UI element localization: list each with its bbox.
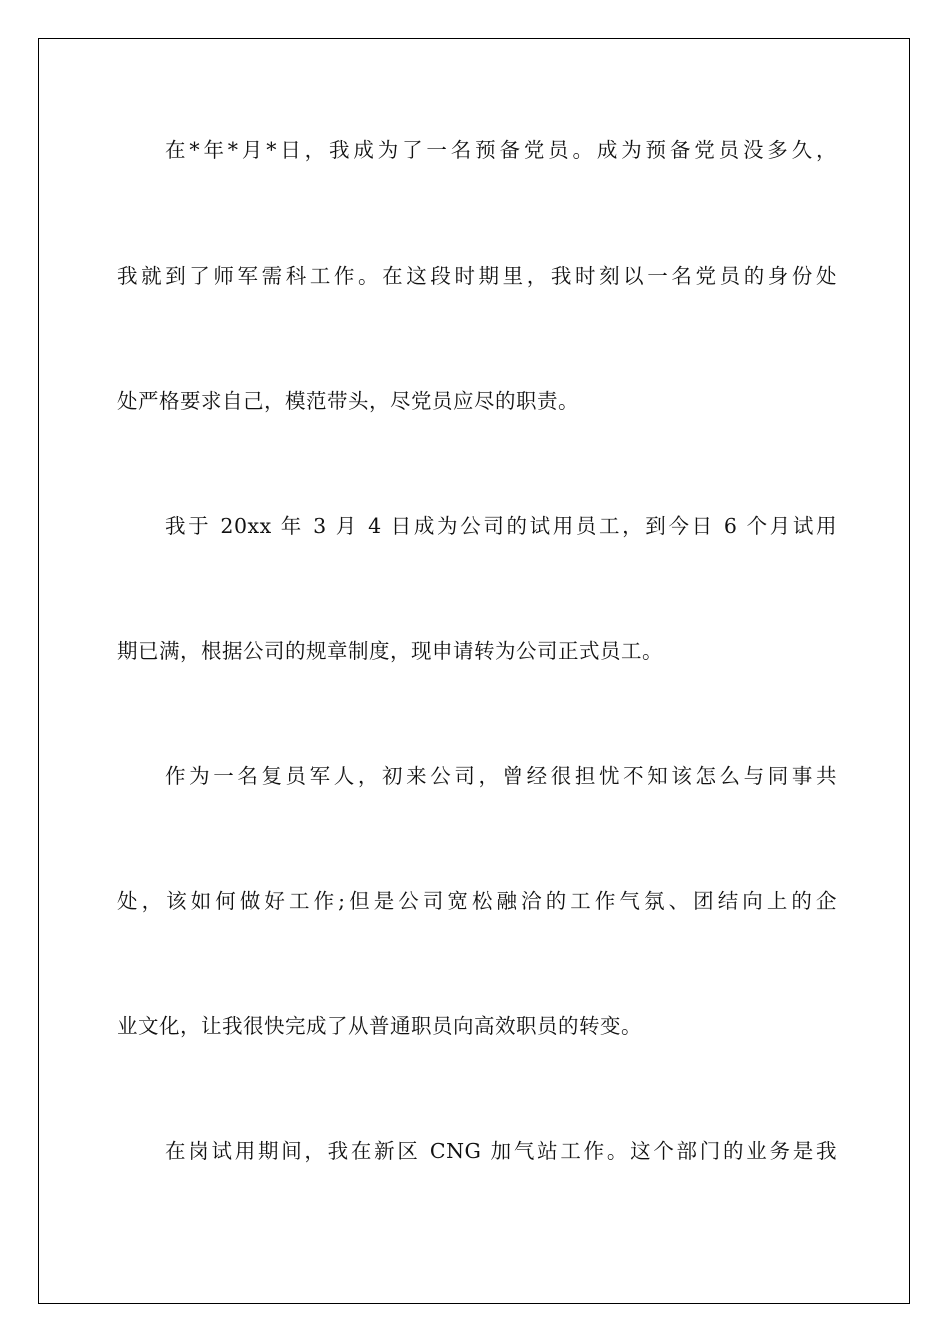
paragraph-3-line-3: 业文化，让我很快完成了从普通职员向高效职员的转变。	[117, 1014, 642, 1038]
paragraph-1-line-2: 我就到了师军需科工作。在这段时期里，我时刻以一名党员的身份处	[117, 264, 837, 288]
paragraph-3-line-2: 处，该如何做好工作;但是公司宽松融洽的工作气氛、团结向上的企	[117, 889, 837, 913]
paragraph-1-line-3: 处严格要求自己，模范带头，尽党员应尽的职责。	[117, 389, 579, 413]
paragraph-2-line-1: 我于 20xx 年 3 月 4 日成为公司的试用员工，到今日 6 个月试用	[165, 514, 837, 538]
page-border	[38, 38, 910, 1304]
paragraph-1-line-1: 在*年*月*日，我成为了一名预备党员。成为预备党员没多久，	[165, 138, 837, 162]
paragraph-3-line-1: 作为一名复员军人，初来公司，曾经很担忧不知该怎么与同事共	[165, 764, 837, 788]
paragraph-2-line-2: 期已满，根据公司的规章制度，现申请转为公司正式员工。	[117, 639, 663, 663]
paragraph-4-line-1: 在岗试用期间，我在新区 CNG 加气站工作。这个部门的业务是我	[165, 1139, 837, 1163]
